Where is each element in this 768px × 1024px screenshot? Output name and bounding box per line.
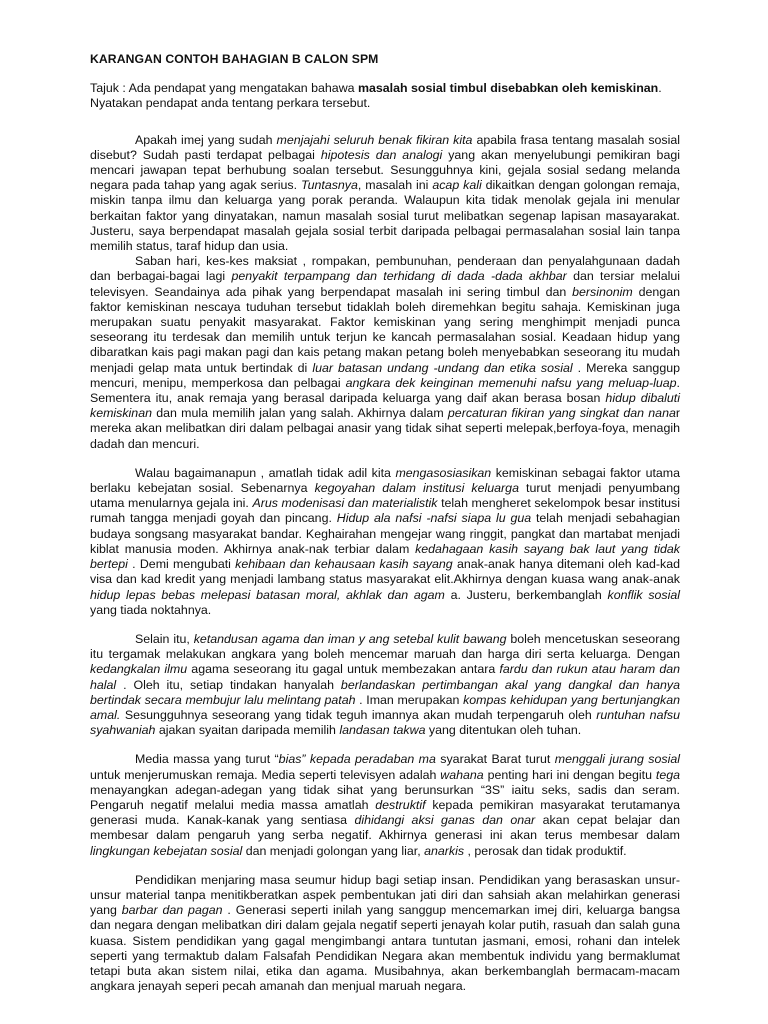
text-run: , masalah ini xyxy=(357,178,433,193)
text-run: dengan faktor kemiskinan nescaya tuduhan tersebut tidaklah boleh diremehkan begitu sahaja. Kemiskinan juga merupakan suatu penyakit masyarakat. Faktor kemiskinan yang sering menghimpit menjadi punca seseorang itu terdesak dan memilih untuk terjun ke kancah permasalahan sosial. Keadaan hidup yang dibaratkan kais pagi makan pagi dan kais petang makan petang boleh menyebabkan seseorang itu mudah menjadi gelap mata untuk bertindak di xyxy=(90,284,680,375)
emphasized-phrase: Tuntasnya xyxy=(300,178,358,193)
text-run: . Sementera itu, anak remaja yang berasal daripada keluarga yang daif akan berasa bosan xyxy=(90,375,680,406)
emphasized-phrase: kompas kehidupan yang bertunjangkan amal. xyxy=(90,692,681,722)
emphasized-phrase: anarkis xyxy=(424,843,465,858)
emphasized-phrase: menggali jurang sosial xyxy=(554,752,680,767)
text-run: Selain itu, xyxy=(135,631,194,646)
essay-document xyxy=(90,52,680,994)
emphasized-phrase: bias” kepada peradaban ma xyxy=(278,752,436,767)
text-run: r mereka akan melibatkan diri dalam pelbagai anasir yang tidak sihat seperti melepak,berfoya-foya, menagih dadah dan mencuri. xyxy=(90,406,680,451)
emphasized-phrase: penyakit terpampang dan terhidang di dada -dada akhbar xyxy=(231,269,567,284)
text-run: Sesungguhnya seseorang yang tidak teguh imannya akan mudah terpengaruh oleh xyxy=(120,707,597,722)
text-run: yang akan menyelubungi pemikiran bagi mencari jawapan tepat berhubung soalan tersebut. Sesungguhnya kini, gejala sosial sedang melanda negara pada tahap yang agak serius. xyxy=(90,147,680,193)
emphasized-phrase: Arus modenisasi dan materialistik xyxy=(252,496,438,511)
text-run: kemiskinan sebagai faktor utama berlaku kebejatan sosial. Sebenarnya xyxy=(90,465,681,496)
emphasized-phrase: bersinonim xyxy=(572,284,633,299)
text-run: anak-anak hanya ditemani oleh kad-kad visa dan kad kredit yang menjadi lambang status masyarakat elit.Akhirnya dengan kuasa wang anak-anak xyxy=(90,557,680,587)
text-run: turut menjadi penyumbang utama menularnya gejala ini. xyxy=(90,481,680,511)
text-run: apabila frasa tentang masalah sosial disebut? Sudah pasti terdapat pelbagai xyxy=(90,132,681,162)
text-run: menayangkan adegan-adegan yang tidak sihat yang berunsurkan “3S” iaitu seks, sadis dan seram. Pengaruh negatif melalui media massa amatlah xyxy=(90,782,680,812)
text-run: Saban hari, kes-kes maksiat , rompakan, pembunuhan, penderaan dan penyalahgunaan dadah dan berbagai-bagai lagi xyxy=(90,254,680,284)
question-label: Tajuk : xyxy=(90,81,126,96)
document-heading: KARANGAN CONTOH BAHAGIAN B CALON SPM xyxy=(90,52,379,66)
emphasized-phrase: mengasosiasikan xyxy=(395,465,492,480)
text-run: yang tiada noktahnya. xyxy=(90,602,212,617)
essay-question xyxy=(90,81,680,111)
text-run: agama seseorang itu gagal untuk membezakan antara xyxy=(187,662,500,677)
emphasized-phrase: menjajahi seluruh benak fikiran kita xyxy=(276,132,473,147)
text-run: a. Justeru, berkembanglah xyxy=(444,587,608,602)
emphasized-phrase: fardu dan rukun atau haram dan halal xyxy=(90,662,680,692)
emphasized-phrase: hipotesis dan analogi xyxy=(320,147,443,162)
emphasized-phrase: angkara dek keinginan memenuhi nafsu yang meluap-luap xyxy=(345,375,677,390)
emphasized-phrase: destruktif xyxy=(375,797,426,812)
emphasized-phrase: kedangkalan ilmu xyxy=(90,662,188,677)
paragraph-religion xyxy=(90,632,680,738)
question-text-post: . Nyatakan pendapat anda tentang perkara tersebut. xyxy=(90,81,662,111)
emphasized-phrase: acap kali xyxy=(432,178,482,193)
text-run: untuk menjerumuskan remaja. Media seperti televisyen adalah xyxy=(90,767,441,782)
paragraph-education xyxy=(90,873,680,995)
emphasized-phrase: tega xyxy=(655,767,680,782)
text-run: ajakan syaitan daripada memilih xyxy=(155,723,340,738)
paragraph-media xyxy=(90,752,680,858)
text-run: syarakat Barat turut xyxy=(435,752,555,767)
text-run: . Demi mengubati xyxy=(127,557,236,572)
text-run: dan tersiar melalui televisyen. Seandainya ada pihak yang berpendapat masalah ini sering timbul dan xyxy=(90,269,680,299)
emphasized-phrase: berlandaskan pertimbangan akal yang dangkal dan hanya bertindak secara membujur lalu melintang patah xyxy=(90,677,680,707)
text-run: . Mereka sanggup mencuri, menipu, memperkosa dan pelbagai xyxy=(90,360,680,390)
text-run: akan cepat belajar dan membesar dalam pengaruh yang serba negatif. Akhirnya generasi ini akan terus membesar dalam xyxy=(90,813,680,843)
emphasized-phrase: hidup dibaluti kemiskinan xyxy=(90,391,680,421)
question-text-pre: Ada pendapat yang mengatakan bahawa xyxy=(125,81,358,96)
text-run: , perosak dan tidak produktif. xyxy=(464,843,627,858)
text-run: . Oleh itu, setiap tindakan hanyalah xyxy=(116,677,341,692)
emphasized-phrase: kehibaan dan kehausaan kasih sayang xyxy=(235,557,453,572)
paragraph-introduction xyxy=(90,133,680,255)
emphasized-phrase: ketandusan agama dan iman y ang setebal kulit bawang xyxy=(193,631,507,646)
emphasized-phrase: landasan takwa xyxy=(339,723,426,738)
text-run: kepada pemikiran masyarakat terutamanya generasi muda. Kanak-kanak yang sentiasa xyxy=(90,797,680,828)
emphasized-phrase: dihidangi aksi ganas dan onar xyxy=(354,813,536,828)
emphasized-phrase: hidup lepas bebas melepasi batasan moral, akhlak dan agam xyxy=(90,587,445,602)
text-run: Media massa yang turut “ xyxy=(135,752,279,767)
emphasized-phrase: wahana xyxy=(440,767,484,782)
paragraph-poverty xyxy=(90,254,680,452)
text-run: dikaitkan dengan golongan remaja, miskin tanpa ilmu dan keluarga yang porak peranda. Walaupun kita tidak menolak gejala ini menular berkaitan faktor yang dinyatakan, namun masalah sosial turut melibatkan segenap lapisan masayarakat. Justeru, saya berpendapat masalah gejala sosial terbit daripada pelbagai permasalahan sosial lain tanpa memilih status, taraf hidup dan usia. xyxy=(90,178,680,254)
emphasized-phrase: Hidup ala nafsi -nafsi siapa lu gua xyxy=(336,511,532,526)
text-run: Walau bagaimanapun , amatlah tidak adil kita xyxy=(135,465,396,480)
text-run: dan menjadi golongan yang liar, xyxy=(242,843,425,858)
text-run: telah menjadi sebahagian budaya songsang masyarakat bandar. Keghairahan mengejar wang ringgit, pangkat dan martabat menjadi kiblat manusia moden. Akhirnya anak-nak terbiar dalam xyxy=(90,511,680,556)
emphasized-phrase: barbar dan pagan xyxy=(121,903,223,918)
text-run: telah mengheret sekelompok besar institusi rumah tangga menjadi goyah dan pincang. xyxy=(90,496,681,526)
emphasized-phrase: kedahagaan kasih sayang bak laut yang tidak bertepi xyxy=(90,541,680,572)
text-run: Pendidikan menjaring masa seumur hidup bagi setiap insan. Pendidikan yang berasaskan unsur-unsur material tanpa menitikberatkan aspek pembentukan jati diri dan sahsiah akan melahirkan generasi yang xyxy=(90,872,680,918)
emphasized-phrase: runtuhan nafsu syahwaniah xyxy=(90,707,680,738)
emphasized-phrase: lingkungan kebejatan sosial xyxy=(90,843,243,858)
text-run: . Generasi seperti inilah yang sanggup mencemarkan imej diri, keluarga bangsa dan negara dengan melibatkan diri dalam gejala negatif seperti jenayah kolar putih, rasuah dan salah guna kuasa. Sistem pendidikan yang gagal mengimbangi antara tuntutan jasmani, emosi, rohani dan intelek seperti yang termaktub dalam Falsafah Pendidikan Negara akan membentuk individu yang bermaklumat tetapi buta akan sistem nilai, etika dan agama. Musibahnya, akan berkembanglah bermacam-macam angkara jenayah seperi pecah amanah dan menjual maruah negara. xyxy=(90,903,680,994)
text-run: Apakah imej yang sudah xyxy=(135,132,277,147)
paragraph-family xyxy=(90,466,680,618)
text-run: boleh mencetuskan seseorang itu tergamak melakukan angkara yang boleh mencemar maruah dan harga diri serta keluarga. Dengan xyxy=(90,631,680,662)
text-run: penting hari ini dengan begitu xyxy=(483,767,656,782)
emphasized-phrase: kegoyahan dalam institusi keluarga xyxy=(314,481,519,496)
question-emphasis: masalah sosial timbul disebabkan oleh kemiskinan xyxy=(357,81,659,96)
text-run: dan mula memilih jalan yang salah. Akhirnya dalam xyxy=(151,406,448,421)
emphasized-phrase: konflik sosial xyxy=(607,587,680,602)
text-run: . Iman merupakan xyxy=(355,692,464,707)
emphasized-phrase: percaturan fikiran yang singkat dan nana xyxy=(447,406,676,421)
text-run: yang ditentukan oleh tuhan. xyxy=(425,723,582,738)
emphasized-phrase: luar batasan undang -undang dan etika sosial xyxy=(312,360,573,375)
